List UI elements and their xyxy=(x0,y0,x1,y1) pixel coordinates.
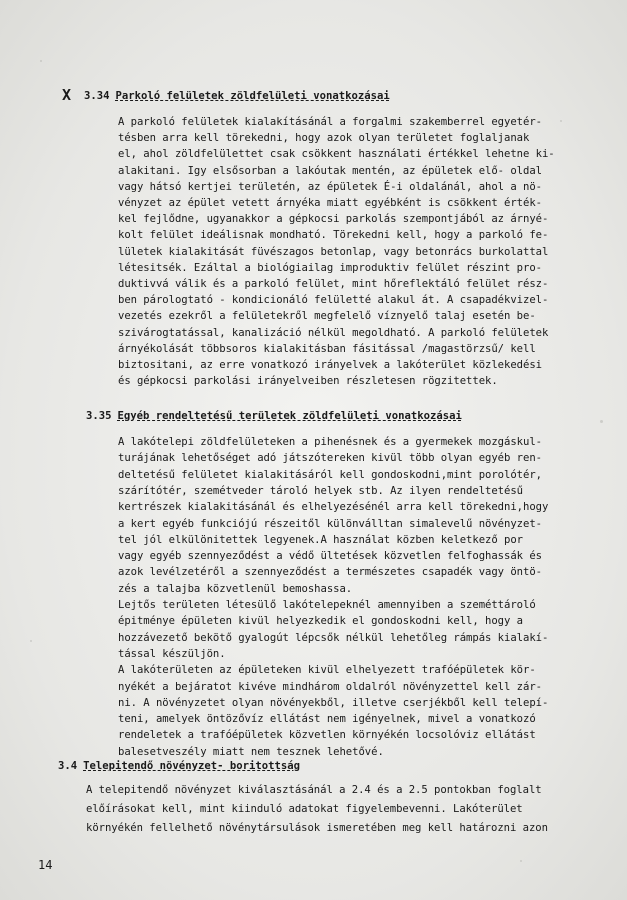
text-line: ben párologtató - kondicionáló felületté alakul át. A csapadékvizel- xyxy=(118,294,549,307)
text-line: szárítótér, szemétveder tároló helyek stb. Az ilyen rendeltetésű xyxy=(118,484,523,497)
text-line: lületek kialakitását füvészagos betonlap, vagy betonrács burkolattal xyxy=(118,245,549,258)
text-line: hozzávezető bekötő gyalogút lépcsők nélkül lehetőleg rámpás kialakí- xyxy=(118,631,549,644)
text-line: nyékét a bejáratot kivéve mindhárom oldalról növényzettel kell zár- xyxy=(118,680,542,693)
section-title: Telepitendő növényzet- boritottság xyxy=(83,760,300,772)
text-line: turájának lehetőséget adó játszótereken kivül több olyan egyéb ren- xyxy=(118,452,542,465)
section-number: 3.34 xyxy=(84,90,110,102)
text-line: vagy egyéb szennyeződést a védő ültetések közvetlen felfoghassák és xyxy=(118,550,542,563)
text-line: teni, amelyek öntözővíz ellátást nem igényelnek, mivel a vonatkozó xyxy=(118,713,536,726)
text-line: tással készüljön. xyxy=(118,647,226,660)
text-line: biztositani, az erre vonatkozó irányelvek a lakóterület közlekedési xyxy=(118,359,542,371)
text-line: tésben arra kell törekedni, hogy azok olyan területet foglaljanak xyxy=(118,132,530,145)
text-line: kel fejlődne, ugyanakkor a gépkocsi parkolás szempontjából az árnyé- xyxy=(118,213,549,226)
scan-speck xyxy=(600,420,603,423)
section-heading-3-35 xyxy=(86,410,462,422)
text-line: rendeletek a trafóépületek közvetlen környékén locsolóviz ellátást xyxy=(118,729,536,742)
text-line: épitménye épületen kivül helyezkedik el gondoskodni kell, hogy a xyxy=(118,615,523,628)
text-line: ni. A növényzetet olyan növényekből, illetve cserjékből kell telepí- xyxy=(118,696,549,709)
section-number: 3.35 xyxy=(86,410,112,422)
section-number: 3.4 xyxy=(58,760,78,772)
text-line: A lakóterületen az épületeken kivül elhelyezett trafóépületek kör- xyxy=(118,664,536,677)
text-line: azok levélzetéről a szennyeződést a természetes csapadék vagy öntö- xyxy=(118,566,542,579)
text-line: zés a talajba közvetlenül bemoshassa. xyxy=(118,582,353,595)
text-line: tel jól elkülönitettek legyenek.A használat közben keletkező por xyxy=(118,533,523,546)
text-line: A telepitendő növényzet kiválasztásánál a 2.4 és a 2.5 pontokban foglalt xyxy=(86,784,542,796)
text-line: balesetveszély miatt nem tesznek lehetővé. xyxy=(118,745,384,758)
text-line: vezetés ezekről a felületekről megfelelő víznyelő talaj esetén be- xyxy=(118,310,536,323)
section-title: Parkoló felületek zöldfelületi vonatkozásai xyxy=(115,90,390,102)
text-line: létesitsék. Ezáltal a biológiailag improduktiv felület részint pro- xyxy=(118,261,542,274)
text-line: árnyékolását többsoros kialakitásban fásitással /magastörzsű/ kell xyxy=(118,342,536,355)
section-title: Egyéb rendeltetésű területek zöldfelületi vonatkozásai xyxy=(117,410,462,422)
scan-speck xyxy=(40,60,42,62)
text-line: A lakótelepi zöldfelületeken a pihenésnek és a gyermekek mozgáskul- xyxy=(118,436,542,448)
text-line: alakitani. Igy elsősorban a lakóutak mentén, az épületek elő- oldal xyxy=(118,164,542,177)
section-heading-3-34 xyxy=(84,90,390,102)
page-number: 14 xyxy=(38,858,53,872)
text-line: duktivvá válik és a parkoló felület, mint hőreflektáló felület rész- xyxy=(118,278,549,290)
text-line: vagy hátsó kertjei területén, az épületek É-i oldalánál, ahol a nö- xyxy=(118,180,542,193)
text-line: szivárogtatással, kanalizáció nélkül megoldható. A parkoló felületek xyxy=(118,326,549,339)
text-line: A parkoló felületek kialakításánál a forgalmi szakemberrel egyetér- xyxy=(118,116,542,128)
text-line: környékén fellelhető növénytársulások ismeretében meg kell határozni azon xyxy=(86,822,548,834)
text-line: el, ahol zöldfelülettet csak csökkent használati értékkel lehetne ki- xyxy=(118,148,555,161)
scan-speck xyxy=(560,120,562,122)
text-line: előírásokat kell, mint kiinduló adatokat figyelembevenni. Lakóterület xyxy=(86,803,523,815)
text-line: és gépkocsi parkolási irányelveiben részletesen rögzitettek. xyxy=(118,375,498,388)
text-line: Lejtős területen létesülő lakótelepeknél amennyiben a szeméttároló xyxy=(118,599,536,611)
text-line: kolt felület ideálisnak mondható. Törekedni kell, hogy a parkoló fe- xyxy=(118,229,549,242)
scan-speck xyxy=(30,640,32,642)
text-line: kertrészek kialakitásánál és elhelyezésénél arra kell törekedni,hogy xyxy=(118,501,549,514)
scan-speck xyxy=(520,860,522,862)
section-check-mark: X xyxy=(62,86,72,104)
text-line: deltetésű felületet kialakitásáról kell gondoskodni,mint porolótér, xyxy=(118,468,542,481)
text-line: a kert egyéb funkciójú részeitől különválltan simalevelű növényzet- xyxy=(118,517,542,530)
section-heading-3-4 xyxy=(58,760,300,772)
text-line: vényzet az épület vetett árnyéka miatt egyébként is csökkent érték- xyxy=(118,197,542,209)
